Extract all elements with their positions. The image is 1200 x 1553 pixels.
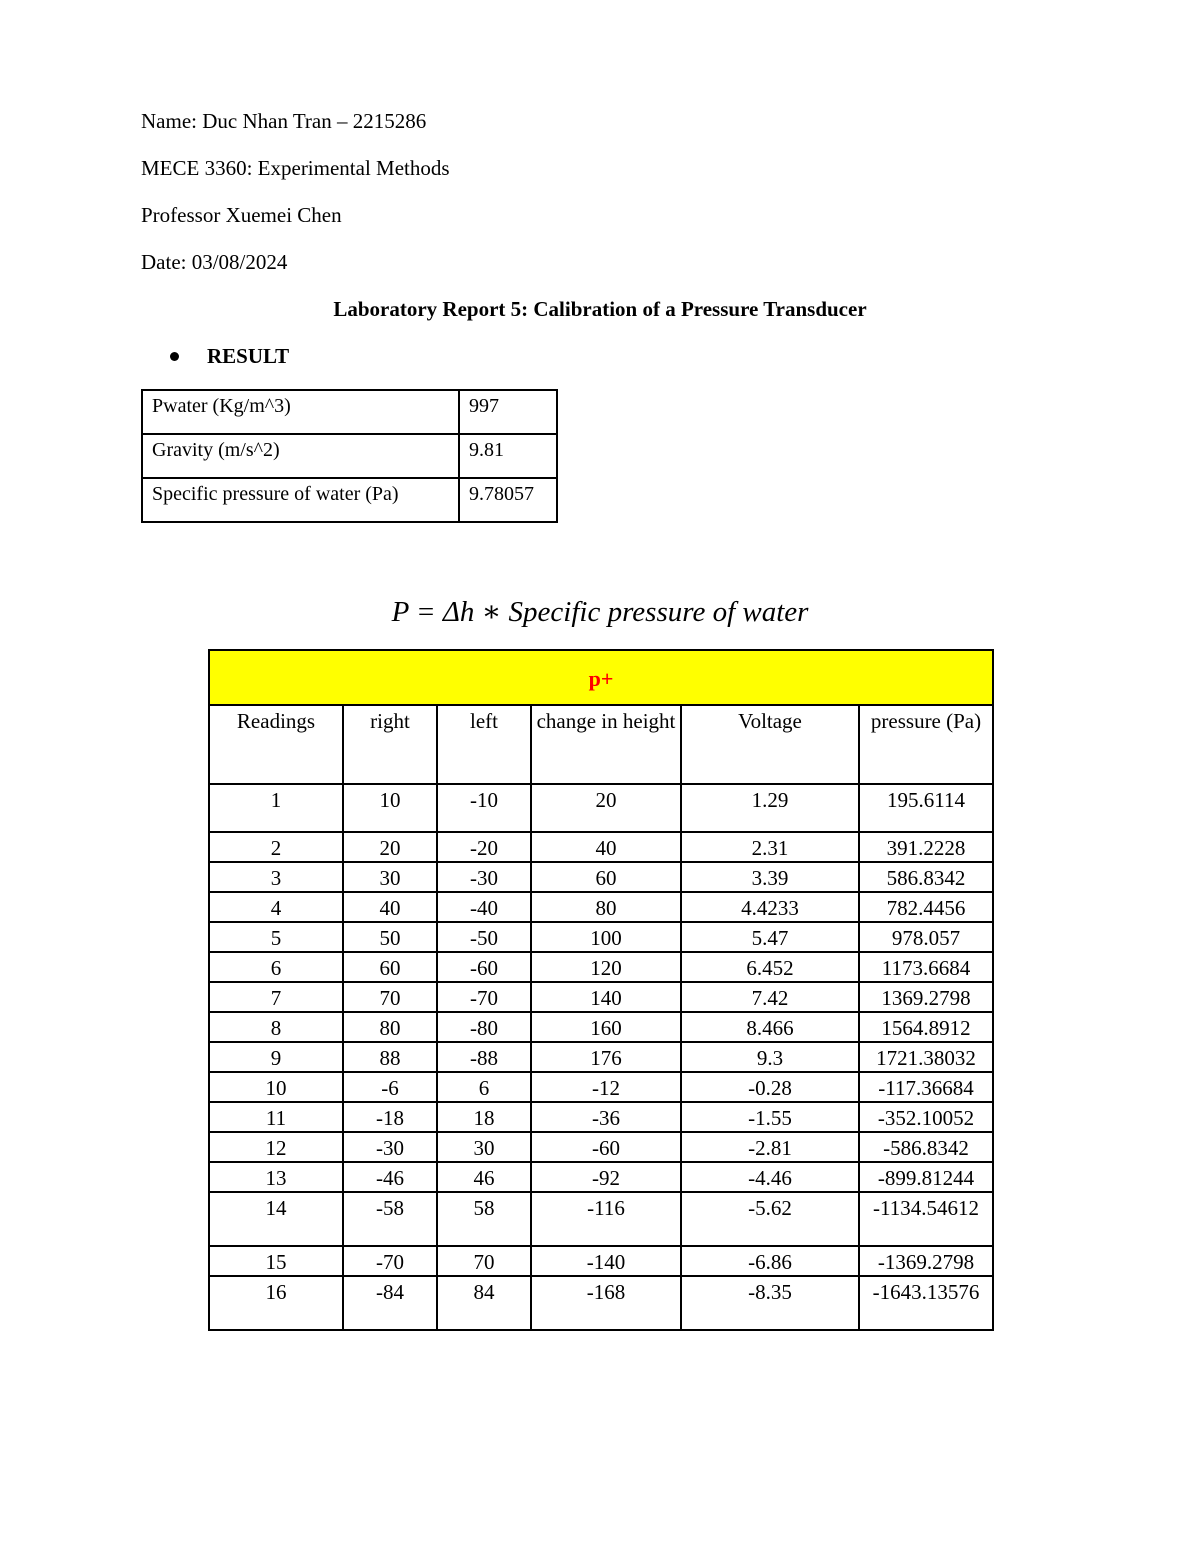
table-cell: 50	[343, 922, 437, 952]
table-cell: 14	[209, 1192, 343, 1246]
table-cell: 3	[209, 862, 343, 892]
table-cell: 6	[209, 952, 343, 982]
table-cell: 12	[209, 1132, 343, 1162]
table-cell: 58	[437, 1192, 531, 1246]
table-cell: -88	[437, 1042, 531, 1072]
table-cell: 4.4233	[681, 892, 859, 922]
table-cell: -50	[437, 922, 531, 952]
table-cell: 3.39	[681, 862, 859, 892]
constant-label: Specific pressure of water (Pa)	[142, 478, 459, 522]
table-cell: 1173.6684	[859, 952, 993, 982]
constant-value: 997	[459, 390, 557, 434]
table-cell: 30	[343, 862, 437, 892]
table-row	[209, 1276, 993, 1330]
report-title: Laboratory Report 5: Calibration of a Pressure Transducer	[333, 297, 867, 321]
table-cell: 7.42	[681, 982, 859, 1012]
table-cell: -168	[531, 1276, 681, 1330]
table-cell: 2	[209, 832, 343, 862]
table-cell: 120	[531, 952, 681, 982]
table-cell: 1	[209, 784, 343, 832]
table-cell: -40	[437, 892, 531, 922]
table-cell: -0.28	[681, 1072, 859, 1102]
table-cell: -36	[531, 1102, 681, 1132]
constants-row	[142, 390, 557, 434]
table-cell: 40	[343, 892, 437, 922]
column-header: left	[437, 705, 531, 784]
column-header: pressure (Pa)	[859, 705, 993, 784]
table-row	[209, 1132, 993, 1162]
column-header: right	[343, 705, 437, 784]
table-cell: -352.10052	[859, 1102, 993, 1132]
table-cell: 30	[437, 1132, 531, 1162]
table-cell: -899.81244	[859, 1162, 993, 1192]
table-cell: 586.8342	[859, 862, 993, 892]
table-cell: 140	[531, 982, 681, 1012]
table-cell: 8	[209, 1012, 343, 1042]
table-cell: 84	[437, 1276, 531, 1330]
table-cell: 1.29	[681, 784, 859, 832]
table-cell: 5	[209, 922, 343, 952]
table-cell: 5.47	[681, 922, 859, 952]
result-heading	[170, 344, 289, 368]
table-row	[209, 1162, 993, 1192]
table-row	[209, 1072, 993, 1102]
table-cell: 391.2228	[859, 832, 993, 862]
table-row	[209, 1042, 993, 1072]
table-cell: 8.466	[681, 1012, 859, 1042]
table-cell: 978.057	[859, 922, 993, 952]
table-cell: -6.86	[681, 1246, 859, 1276]
table-cell: -20	[437, 832, 531, 862]
column-header: Readings	[209, 705, 343, 784]
result-heading-label: RESULT	[207, 344, 290, 368]
table-cell: 4	[209, 892, 343, 922]
table-cell: -58	[343, 1192, 437, 1246]
table-row	[209, 892, 993, 922]
constant-label: Pwater (Kg/m^3)	[142, 390, 459, 434]
table-cell: 9	[209, 1042, 343, 1072]
table-row	[209, 922, 993, 952]
table-cell: 40	[531, 832, 681, 862]
header-row	[209, 705, 993, 784]
table-cell: 16	[209, 1276, 343, 1330]
table-cell: -8.35	[681, 1276, 859, 1330]
table-row	[209, 1246, 993, 1276]
table-cell: -84	[343, 1276, 437, 1330]
table-cell: 1369.2798	[859, 982, 993, 1012]
column-header: Voltage	[681, 705, 859, 784]
table-cell: 6	[437, 1072, 531, 1102]
table-cell: 11	[209, 1102, 343, 1132]
table-cell: 2.31	[681, 832, 859, 862]
table-cell: -18	[343, 1102, 437, 1132]
table-cell: 88	[343, 1042, 437, 1072]
table-row	[209, 982, 993, 1012]
table-cell: -70	[437, 982, 531, 1012]
table-cell: -6	[343, 1072, 437, 1102]
date-line: Date: 03/08/2024	[141, 250, 288, 274]
table-cell: 160	[531, 1012, 681, 1042]
calibration-table	[208, 649, 994, 1331]
table-cell: 1721.38032	[859, 1042, 993, 1072]
table-cell: -2.81	[681, 1132, 859, 1162]
table-cell: -1643.13576	[859, 1276, 993, 1330]
table-cell: -1369.2798	[859, 1246, 993, 1276]
constants-row	[142, 478, 557, 522]
table-row	[209, 862, 993, 892]
table-cell: -30	[343, 1132, 437, 1162]
table-cell: -586.8342	[859, 1132, 993, 1162]
table-cell: -117.36684	[859, 1072, 993, 1102]
table-cell: 80	[343, 1012, 437, 1042]
table-cell: -116	[531, 1192, 681, 1246]
table-cell: -1.55	[681, 1102, 859, 1132]
table-cell: 20	[343, 832, 437, 862]
table-cell: 9.3	[681, 1042, 859, 1072]
table-cell: -30	[437, 862, 531, 892]
table-row	[209, 832, 993, 862]
table-cell: 6.452	[681, 952, 859, 982]
table-cell: 195.6114	[859, 784, 993, 832]
table-row	[209, 1102, 993, 1132]
constant-value: 9.78057	[459, 478, 557, 522]
table-cell: -60	[531, 1132, 681, 1162]
student-name-line: Name: Duc Nhan Tran – 2215286	[141, 109, 427, 133]
table-cell: -92	[531, 1162, 681, 1192]
table-cell: 46	[437, 1162, 531, 1192]
table-cell: 176	[531, 1042, 681, 1072]
table-cell: 10	[343, 784, 437, 832]
table-cell: 18	[437, 1102, 531, 1132]
table-cell: -1134.54612	[859, 1192, 993, 1246]
table-cell: 70	[437, 1246, 531, 1276]
table-cell: -5.62	[681, 1192, 859, 1246]
table-cell: -4.46	[681, 1162, 859, 1192]
table-cell: 60	[343, 952, 437, 982]
table-cell: 13	[209, 1162, 343, 1192]
table-cell: 100	[531, 922, 681, 952]
constants-table	[141, 389, 558, 523]
table-cell: 1564.8912	[859, 1012, 993, 1042]
table-cell: 782.4456	[859, 892, 993, 922]
table-cell: 70	[343, 982, 437, 1012]
table-cell: -140	[531, 1246, 681, 1276]
bullet-icon	[170, 352, 179, 361]
table-cell: 80	[531, 892, 681, 922]
table-cell: 20	[531, 784, 681, 832]
table-row	[209, 1012, 993, 1042]
table-cell: -60	[437, 952, 531, 982]
constant-value: 9.81	[459, 434, 557, 478]
professor-line: Professor Xuemei Chen	[141, 203, 342, 227]
table-cell: 60	[531, 862, 681, 892]
pressure-formula: P = Δh ∗ Specific pressure of water	[391, 596, 809, 628]
table-cell: 7	[209, 982, 343, 1012]
constants-row	[142, 434, 557, 478]
table-cell: -12	[531, 1072, 681, 1102]
constant-label: Gravity (m/s^2)	[142, 434, 459, 478]
banner-row	[209, 650, 993, 705]
table-banner: p+	[209, 650, 993, 705]
table-row	[209, 784, 993, 832]
table-cell: -46	[343, 1162, 437, 1192]
table-cell: -80	[437, 1012, 531, 1042]
table-cell: 10	[209, 1072, 343, 1102]
column-header: change in height	[531, 705, 681, 784]
table-cell: 15	[209, 1246, 343, 1276]
table-row	[209, 1192, 993, 1246]
table-cell: -10	[437, 784, 531, 832]
table-row	[209, 952, 993, 982]
course-line: MECE 3360: Experimental Methods	[141, 156, 450, 180]
table-cell: -70	[343, 1246, 437, 1276]
